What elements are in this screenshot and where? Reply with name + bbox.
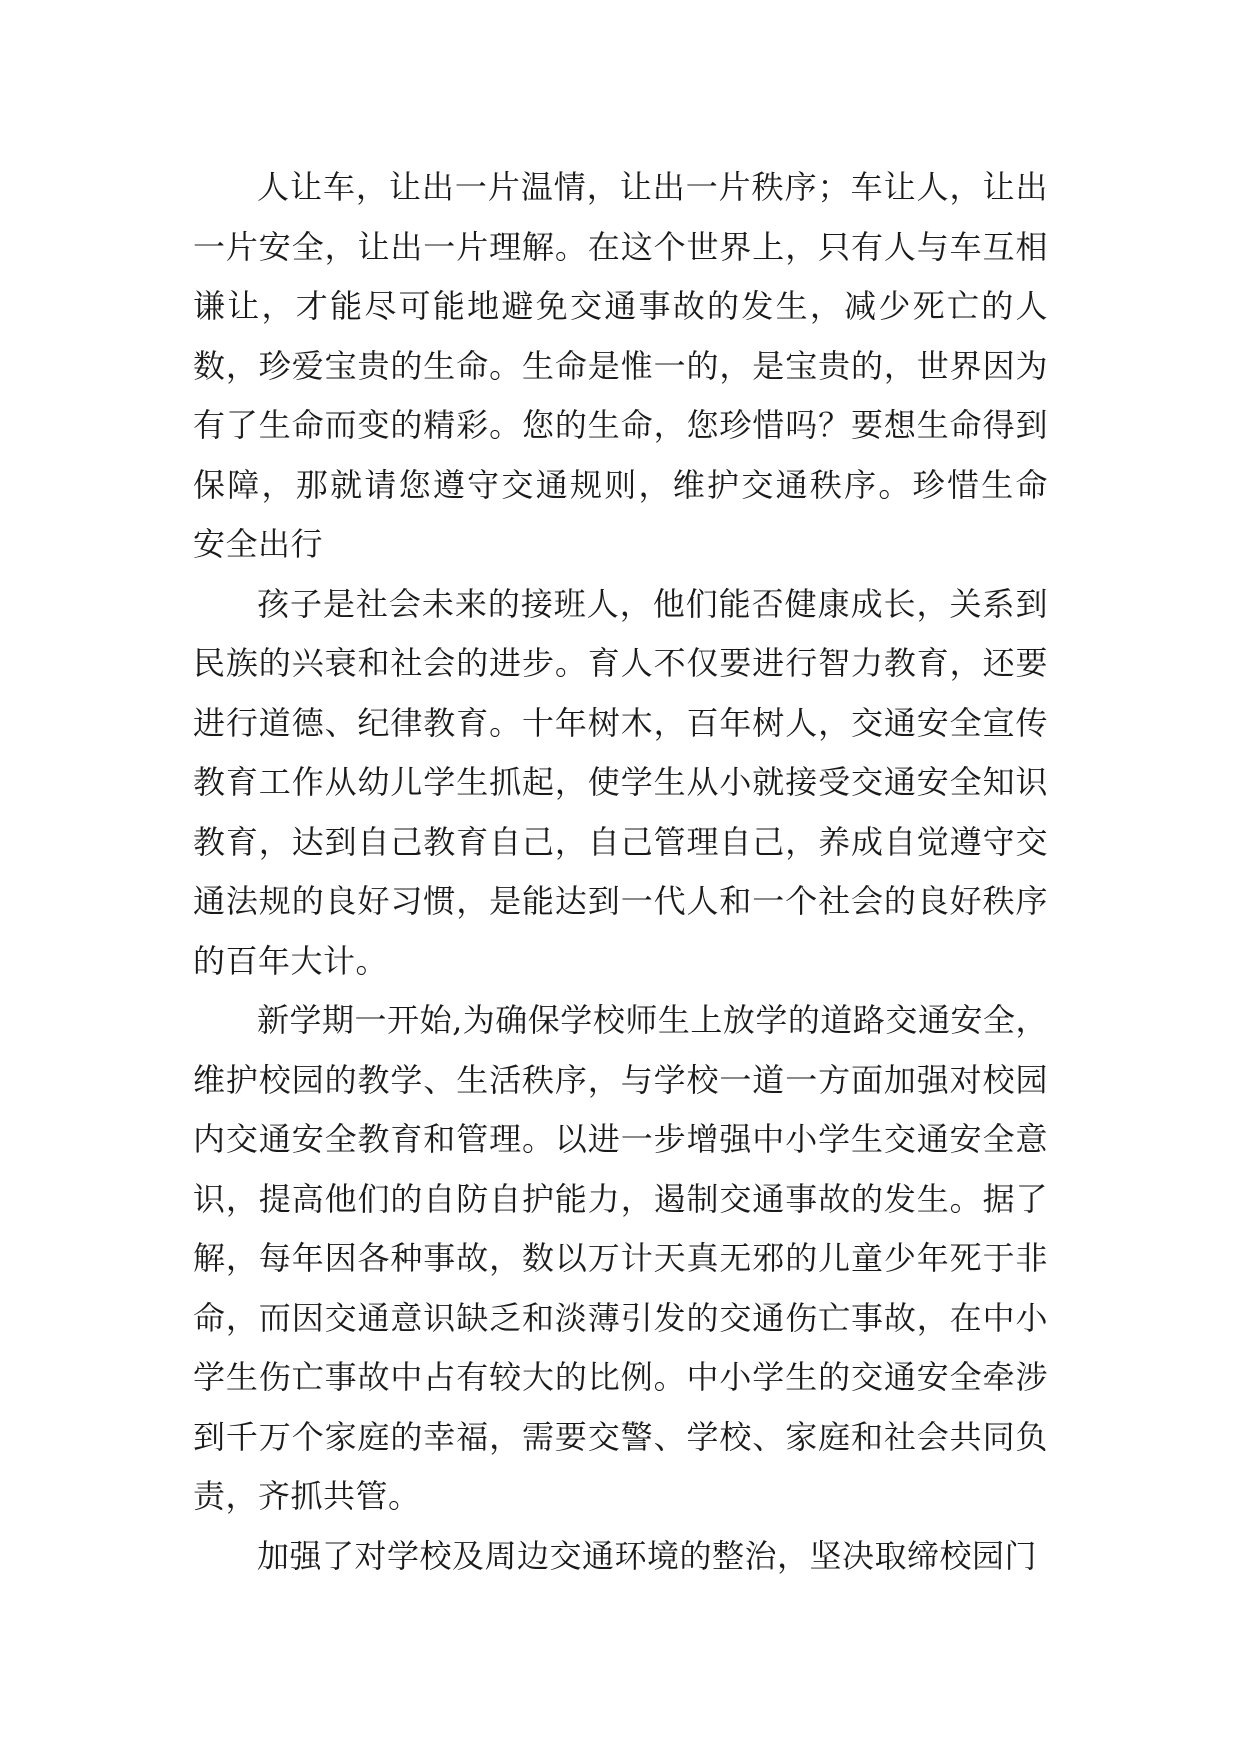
paragraph-environment: 加强了对学校及周边交通环境的整治，坚决取缔校园门 <box>257 1536 1038 1575</box>
paragraph-new-semester: 新学期一开始,为确保学校师生上放学的道路交通安全，维护校园的教学、生活秩序，与学校一道一方面加强对校园内交通安全教育和管理。以进一步增强中小学生交通安全意识，提高他们的自防自护能力，遏制交通事故的发生。据了解，每年因各种事故，数以万计天真无邪的儿童少年死于非命，而因交通意识缺乏和淡薄引发的交通伤亡事故，在中小学生伤亡事故中占有较大的比例。中小学生的交通安全牵涉到千万个家庭的幸福，需要交警、学校、家庭和社会共同负责，齐抓共管。 <box>193 1001 1048 1515</box>
paragraph-children: 孩子是社会未来的接班人，他们能否健康成长，关系到民族的兴衰和社会的进步。育人不仅要进行智力教育，还要进行道德、纪律教育。十年树木，百年树人，交通安全宣传教育工作从幼儿学生抓起，使学生从小就接受交通安全知识教育，达到自己教育自己，自己管理自己，养成自觉遵守交通法规的良好习惯，是能达到一代人和一个社会的良好秩序的百年大计。 <box>193 584 1048 980</box>
paragraph-yielding: 人让车，让出一片温情，让出一片秩序；车让人，让出一片安全，让出一片理解。在这个世界上，只有人与车互相谦让，才能尽可能地避免交通事故的发生，减少死亡的人数，珍爱宝贵的生命。生命是惟一的，是宝贵的，世界因为有了生命而变的精彩。您的生命，您珍惜吗？要想生命得到保障，那就请您遵守交通规则，维护交通秩序。珍惜生命 安全出行 <box>193 168 1048 563</box>
document-body <box>193 158 1048 1586</box>
